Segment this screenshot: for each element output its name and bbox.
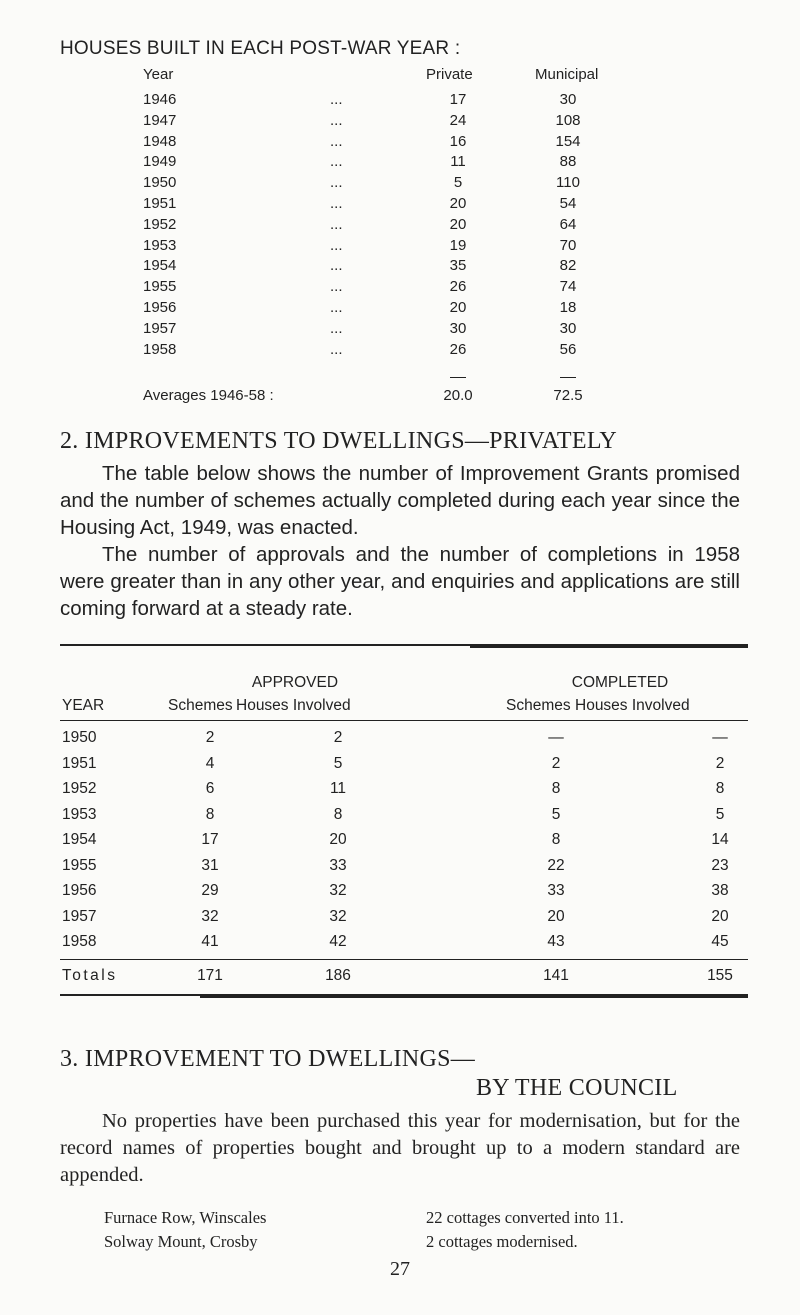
totals-rule <box>60 959 748 960</box>
section3-heading-line1: 3. IMPROVEMENT TO DWELLINGS— <box>60 1046 476 1072</box>
houses-row-dots: ... <box>330 299 343 316</box>
houses-row-municipal: 70 <box>559 236 577 254</box>
houses-row-private: 20 <box>449 195 467 212</box>
grants-row-completed-houses: — <box>712 729 728 746</box>
grants-row-completed-schemes: 33 <box>547 882 565 899</box>
houses-row-private: 16 <box>449 132 467 150</box>
grants-row-completed-schemes: 20 <box>547 907 565 925</box>
houses-row-dots: ... <box>330 195 343 212</box>
grants-row-approved-houses: 32 <box>329 882 347 899</box>
houses-row-private: 35 <box>449 257 467 275</box>
houses-row-municipal: 110 <box>556 174 580 192</box>
houses-row-private: 20 <box>449 215 467 233</box>
houses-row-private: 17 <box>449 91 467 108</box>
houses-row-dots: ... <box>330 132 343 150</box>
grants-row-completed-houses: 14 <box>711 831 729 848</box>
totals-completed-houses: 155 <box>707 967 733 984</box>
grants-row-approved-schemes: 29 <box>201 882 219 899</box>
section2-heading: 2. IMPROVEMENTS TO DWELLINGS—PRIVATELY <box>60 428 618 454</box>
averages-municipal: 72.5 <box>553 387 583 404</box>
grants-row-completed-houses: 5 <box>715 805 725 823</box>
property-note-2: 2 cottages modernised. <box>426 1232 578 1251</box>
houses-row-year: 1952 <box>143 215 177 233</box>
grants-row-completed-schemes: 22 <box>547 856 565 874</box>
grants-row-approved-schemes: 8 <box>205 805 215 823</box>
grants-row-approved-houses: 42 <box>329 933 347 950</box>
grants-row-completed-houses: 2 <box>715 754 725 772</box>
houses-row-municipal: 64 <box>559 215 577 233</box>
property-name-2: Solway Mount, Crosby <box>104 1232 258 1251</box>
grants-row-completed-schemes: 43 <box>547 933 565 950</box>
houses-row-year: 1946 <box>143 91 177 108</box>
section3-paragraph: No properties have been purchased this year for modernisation, but for the record names of properties bought and brought up to a modern standard are appended. <box>60 1110 740 1186</box>
header-completed-houses: Houses Involved <box>575 697 690 714</box>
houses-row-year: 1957 <box>143 319 177 337</box>
grants-row-year: 1957 <box>62 907 97 925</box>
houses-row-municipal: 30 <box>559 319 577 337</box>
grants-row-year: 1951 <box>62 754 97 772</box>
houses-row-municipal: 88 <box>559 153 577 171</box>
houses-row-year: 1948 <box>143 132 177 150</box>
grants-row-completed-houses: 8 <box>715 780 725 797</box>
grants-row-approved-houses: 32 <box>329 907 347 925</box>
grants-row-approved-schemes: 31 <box>201 856 219 874</box>
grants-row-year: 1955 <box>62 856 97 874</box>
grants-row-completed-houses: 38 <box>711 882 729 899</box>
header-underline <box>60 720 748 721</box>
col-header-municipal: Municipal <box>535 66 599 83</box>
houses-row-dots: ... <box>330 153 343 171</box>
houses-table-title: HOUSES BUILT IN EACH POST-WAR YEAR : <box>60 38 461 59</box>
header-approved-schemes: Schemes <box>168 697 233 714</box>
grants-row-completed-houses: 45 <box>711 933 729 950</box>
houses-row-dots: ... <box>330 215 343 233</box>
houses-row-municipal: 108 <box>555 111 581 129</box>
houses-row-year: 1950 <box>143 174 177 192</box>
grants-row-approved-schemes: 4 <box>205 754 215 772</box>
houses-row-private: 11 <box>450 153 466 171</box>
property-note-1: 22 cottages converted into 11. <box>426 1208 624 1227</box>
grants-row-approved-schemes: 17 <box>201 831 219 848</box>
houses-row-municipal: 154 <box>555 132 581 150</box>
houses-row-year: 1954 <box>143 257 177 275</box>
grants-row-year: 1953 <box>62 805 97 823</box>
header-completed-schemes: Schemes <box>506 697 571 714</box>
houses-row-year: 1949 <box>143 153 177 171</box>
section2-paragraph-1: The table below shows the number of Improvement Grants promised and the number of schemes actually completed during each year since the Housing Act, 1949, was enacted. <box>60 462 740 539</box>
grants-row-completed-schemes: 5 <box>551 805 561 823</box>
houses-row-municipal: 54 <box>559 195 577 212</box>
grants-row-completed-schemes: — <box>548 729 564 746</box>
grants-row-year: 1958 <box>62 933 97 950</box>
totals-approved-schemes: 171 <box>197 967 223 984</box>
grants-row-year: 1950 <box>62 729 97 746</box>
houses-row-year: 1956 <box>143 299 177 316</box>
header-completed: COMPLETED <box>571 674 669 691</box>
houses-row-dots: ... <box>330 111 343 129</box>
grants-row-approved-houses: 20 <box>329 831 347 848</box>
header-approved-houses: Houses Involved <box>236 697 351 714</box>
houses-row-year: 1958 <box>143 340 177 358</box>
header-approved: APPROVED <box>251 674 339 691</box>
houses-row-dots: ... <box>330 236 343 254</box>
grants-row-year: 1956 <box>62 882 97 899</box>
grants-row-completed-schemes: 8 <box>551 780 561 797</box>
houses-row-dots: ... <box>330 319 343 337</box>
houses-row-municipal: 30 <box>559 91 577 108</box>
houses-row-municipal: 56 <box>559 340 577 358</box>
averages-private: 20.0 <box>443 387 473 404</box>
grants-row-completed-schemes: 8 <box>551 831 561 848</box>
property-name-1: Furnace Row, Winscales <box>104 1208 267 1227</box>
grants-row-approved-houses: 5 <box>333 754 343 772</box>
houses-row-private: 26 <box>449 278 467 296</box>
grants-row-approved-houses: 8 <box>333 805 343 823</box>
grants-row-completed-schemes: 2 <box>551 754 561 772</box>
grants-row-completed-houses: 20 <box>711 907 729 925</box>
section3-heading-line2: BY THE COUNCIL <box>476 1075 678 1101</box>
grants-row-approved-houses: 11 <box>329 780 347 797</box>
grants-row-approved-schemes: 2 <box>205 729 215 746</box>
grants-row-approved-houses: 33 <box>329 856 347 874</box>
grants-row-approved-schemes: 32 <box>201 907 219 925</box>
houses-row-municipal: 18 <box>559 299 577 316</box>
houses-row-dots: ... <box>330 340 343 358</box>
houses-row-dots: ... <box>330 257 343 275</box>
grants-row-year: 1954 <box>62 831 97 848</box>
grants-row-approved-schemes: 41 <box>201 933 219 950</box>
sum-rule-municipal <box>560 377 576 378</box>
grants-row-year: 1952 <box>62 780 97 797</box>
houses-row-year: 1951 <box>143 195 177 212</box>
houses-row-year: 1955 <box>143 278 177 296</box>
header-year: YEAR <box>62 697 105 714</box>
houses-row-dots: ... <box>330 278 343 296</box>
sum-rule-private <box>450 377 466 378</box>
houses-row-private: 20 <box>449 299 467 316</box>
houses-row-private: 30 <box>449 319 467 337</box>
section2-paragraph-2: The number of approvals and the number of completions in 1958 were greater than in any other year, and enquiries and applications are still coming forward at a steady rate. <box>60 543 740 620</box>
houses-row-private: 24 <box>449 111 467 129</box>
houses-row-private: 19 <box>449 236 467 254</box>
totals-label: Totals <box>62 967 118 984</box>
totals-approved-houses: 186 <box>325 967 351 984</box>
page-number: 27 <box>390 1258 410 1280</box>
grants-row-approved-schemes: 6 <box>205 780 215 797</box>
houses-row-private: 26 <box>449 340 467 358</box>
table-bottom-rule-thick <box>200 994 748 998</box>
grants-row-completed-houses: 23 <box>711 856 729 874</box>
totals-completed-schemes: 141 <box>543 967 569 984</box>
houses-row-municipal: 82 <box>559 257 577 275</box>
houses-row-private: 5 <box>453 174 463 192</box>
col-header-private: Private <box>426 66 473 83</box>
houses-row-year: 1953 <box>143 236 177 254</box>
houses-row-municipal: 74 <box>559 278 577 296</box>
col-header-year: Year <box>143 66 174 83</box>
averages-label: Averages 1946-58 : <box>143 387 274 404</box>
houses-row-year: 1947 <box>143 111 177 129</box>
houses-row-dots: ... <box>330 174 343 192</box>
houses-row-dots: ... <box>330 91 343 108</box>
table-top-rule-thick <box>470 644 748 648</box>
grants-row-approved-houses: 2 <box>333 729 343 746</box>
